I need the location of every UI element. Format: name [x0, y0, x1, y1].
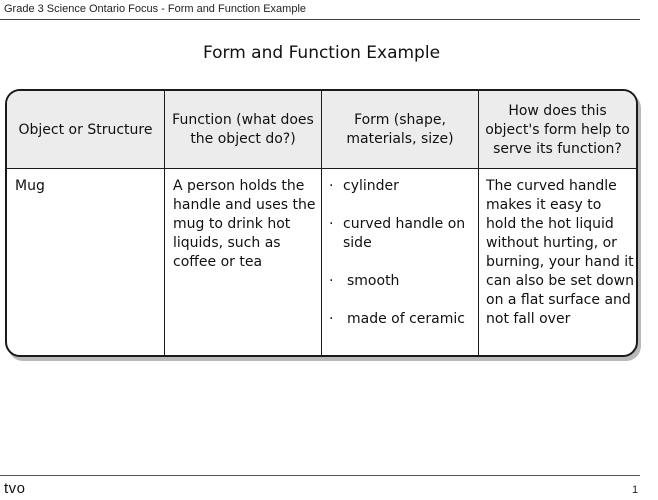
tvo-logo: tvo: [4, 480, 26, 497]
bullet-dot: ·: [329, 178, 334, 194]
page-title: Form and Function Example: [202, 43, 441, 63]
list-item: [327, 310, 477, 329]
form-item-text: curved handle on side: [343, 216, 466, 251]
list-item: [327, 177, 477, 196]
bullet-dot: ·: [329, 311, 334, 327]
cell-function: A person holds the handle and uses the mug to drink hot liquids, such as coffee or tea: [173, 178, 316, 270]
header-how-form-serves-function: How does this object's form help to serve its function?: [485, 102, 630, 157]
running-header: Grade 3 Science Ontario Focus - Form and Function Example: [4, 3, 307, 15]
header-object-or-structure: Object or Structure: [18, 121, 153, 138]
form-item-text: made of ceramic: [347, 311, 465, 327]
header-form: Form (shape, materials, size): [346, 112, 454, 147]
form-item-text: smooth: [347, 273, 400, 289]
list-item: [327, 215, 477, 253]
form-function-table: [5, 89, 638, 357]
header-divider: [0, 19, 640, 20]
form-bullet-list: [327, 177, 477, 329]
form-item-text: cylinder: [343, 178, 399, 194]
bullet-dot: ·: [329, 273, 334, 289]
header-function: Function (what does the object do?): [172, 112, 314, 147]
list-item: [327, 272, 477, 291]
footer-divider: [0, 475, 640, 476]
cell-form: [327, 177, 477, 348]
cell-object: Mug: [15, 178, 45, 194]
bullet-dot: ·: [329, 216, 334, 232]
cell-explanation: The curved handle makes it easy to hold the hot liquid without hurting, or burning, your hand it can also be set down on a flat surface and not fall over: [486, 178, 634, 327]
page-number: 1: [632, 484, 639, 496]
